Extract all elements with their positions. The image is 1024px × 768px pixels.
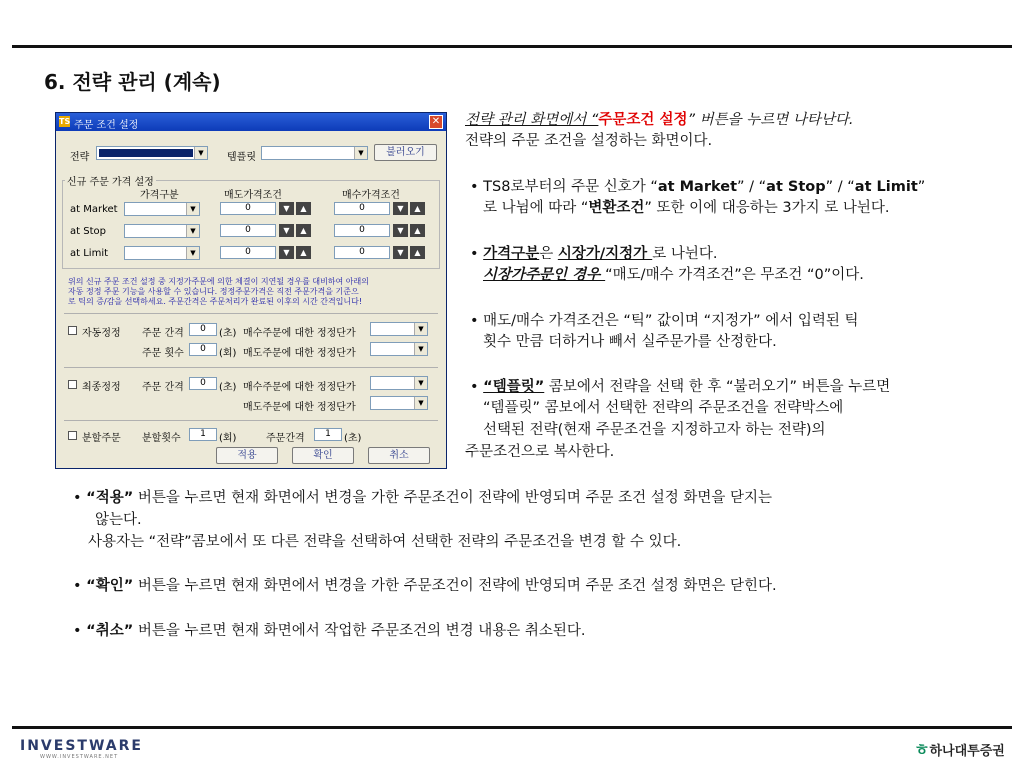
decrement-icon[interactable]: ▼	[279, 224, 294, 237]
at-stop-text: at Stop	[766, 179, 826, 195]
divider	[64, 313, 438, 314]
order-interval-input[interactable]: 0	[189, 323, 217, 336]
investware-logo: INVESTWARE	[20, 738, 143, 754]
bullet-text: •	[73, 623, 87, 639]
conversion-text: 변환조건	[588, 200, 645, 216]
final-correct-checkbox[interactable]	[68, 380, 77, 389]
bullet-template-line-4: 주문조건으로 복사한다.	[465, 444, 615, 460]
ok-desc	[73, 576, 777, 596]
divider	[64, 420, 438, 421]
order-condition-dialog	[55, 112, 447, 469]
bullet-text: ” / “	[825, 179, 855, 195]
order-count-input[interactable]: 0	[189, 343, 217, 356]
bullet-text: •	[470, 246, 484, 262]
bullet-text: ” / “	[737, 179, 767, 195]
increment-icon[interactable]: ▲	[410, 202, 425, 215]
final-sell-correct-combo[interactable]	[370, 396, 428, 410]
dialog-title: 주문 조건 설정	[74, 120, 139, 131]
apply-desc-line-3: 사용자는 “전략”콤보에서 또 다른 전략을 선택하여 선택한 전략의 주문조건을 변경 할 수 있다.	[88, 534, 682, 550]
price-type-text: 가격구분	[483, 246, 540, 262]
final-interval-input[interactable]: 0	[189, 377, 217, 390]
template-label: 템플릿	[227, 152, 256, 163]
apply-desc-line-2: 않는다.	[95, 512, 142, 528]
bullet-text: •	[73, 578, 87, 594]
investware-url: WWW.INVESTWARE.NET	[40, 754, 119, 760]
final-sell-correct-label: 매도주문에 대한 정정단가	[243, 402, 356, 413]
price-type-combo[interactable]	[124, 202, 200, 216]
ok-button[interactable]: 확인	[292, 447, 354, 464]
row-label-at-stop: at Stop	[70, 226, 106, 237]
count-unit: (회)	[219, 348, 237, 359]
hana-mark-icon: ㅎ	[914, 740, 930, 759]
chevron-down-icon[interactable]: ▼	[186, 203, 199, 215]
chevron-down-icon[interactable]: ▼	[186, 225, 199, 237]
split-count-input[interactable]: 1	[189, 428, 217, 441]
bullet-text: •	[73, 490, 87, 506]
col-buy-cond: 매수가격조건	[342, 190, 400, 201]
split-interval-label: 주문간격	[266, 433, 305, 444]
sell-correct-label: 매도주문에 대한 정정단가	[243, 348, 356, 359]
template-combo[interactable]	[261, 146, 368, 160]
cancel-term: “취소”	[86, 623, 134, 639]
bullet-text: 은	[539, 246, 558, 262]
auto-correct-label: 자동정정	[82, 328, 121, 339]
bullet-text: •	[470, 379, 484, 395]
price-type-combo[interactable]	[124, 224, 200, 238]
sell-correct-combo[interactable]	[370, 342, 428, 356]
bullet-tick-line-1: • 매도/매수 가격조건은 “틱” 값이며 “지정가” 에서 입력된 틱	[470, 313, 859, 329]
bullet-text: ” 또한 이에 대응하는 3가지 로 나뉜다.	[644, 200, 890, 216]
cancel-desc	[73, 621, 586, 641]
header-rule	[12, 45, 1012, 48]
order-count-label: 주문 횟수	[142, 348, 184, 359]
bullet-text: 버튼을 누르면 현재 화면에서 변경을 가한 주문조건이 전략에 반영되며 주문 조건 설정 화면은 닫힌다.	[133, 578, 777, 594]
page-title: 6. 전략 관리 (계속)	[44, 70, 221, 94]
bullet-text: 버튼을 누르면 현재 화면에서 작업한 주문조건의 변경 내용은 취소된다.	[133, 623, 586, 639]
decrement-icon[interactable]: ▼	[393, 246, 408, 259]
final-interval-unit: (초)	[219, 382, 237, 393]
final-buy-correct-label: 매수주문에 대한 정정단가	[243, 382, 356, 393]
strategy-label: 전략	[70, 152, 90, 163]
bullet-signal-line-2	[483, 198, 890, 218]
app-icon: TS	[59, 117, 71, 126]
dialog-titlebar	[56, 113, 446, 131]
split-count-label: 분할횟수	[142, 433, 181, 444]
strategy-combo[interactable]	[96, 146, 208, 160]
divider	[64, 367, 438, 368]
bullet-text: 로 나뉨에 따라 “	[483, 200, 589, 216]
info-note-line: 로 틱의 증/감을 선택하세요. 주문간격은 주문처리가 완료된 이후의 시간 간격입니다!	[68, 297, 363, 306]
new-order-group-legend: 신규 주문 가격 설정	[65, 173, 156, 188]
bullet-text: 로 나뉜다.	[652, 246, 718, 262]
buy-tick-input[interactable]: 0	[334, 246, 390, 259]
info-note	[68, 277, 440, 307]
increment-icon[interactable]: ▲	[410, 224, 425, 237]
order-interval-label: 주문 간격	[142, 328, 184, 339]
bullet-text: 버튼을 누르면 현재 화면에서 변경을 가한 주문조건이 전략에 반영되며 주문 조건 설정 화면을 닫지는	[133, 490, 773, 506]
sell-tick-input[interactable]: 0	[220, 224, 276, 237]
intro-line-2: 전략의 주문 조건을 설정하는 화면이다.	[465, 133, 713, 149]
apply-term: “적용”	[86, 490, 134, 506]
close-icon[interactable]: ✕	[429, 115, 443, 129]
buy-correct-label: 매수주문에 대한 정정단가	[243, 328, 356, 339]
intro-italic: 전략 관리 화면에서 “	[465, 112, 599, 128]
final-interval-label: 주문 간격	[142, 382, 184, 393]
bullet-price-line-2	[483, 265, 864, 285]
decrement-icon[interactable]: ▼	[393, 202, 408, 215]
hana-logo-text: 하나대투증권	[929, 744, 1005, 759]
increment-icon[interactable]: ▲	[296, 224, 311, 237]
apply-desc-line-1	[73, 488, 772, 508]
price-type-combo[interactable]	[124, 246, 200, 260]
increment-icon[interactable]: ▲	[296, 246, 311, 259]
chevron-down-icon[interactable]: ▼	[194, 147, 207, 159]
decrement-icon[interactable]: ▼	[393, 224, 408, 237]
split-order-label: 분할주문	[82, 433, 121, 444]
decrement-icon[interactable]: ▼	[279, 202, 294, 215]
hana-logo	[914, 737, 1005, 760]
chevron-down-icon[interactable]: ▼	[414, 343, 427, 355]
sell-tick-input[interactable]: 0	[220, 202, 276, 215]
at-market-text: at Market	[657, 179, 738, 195]
decrement-icon[interactable]: ▼	[279, 246, 294, 259]
col-sell-cond: 매도가격조건	[224, 190, 282, 201]
bullet-price-line-1	[470, 244, 717, 264]
buy-tick-input[interactable]: 0	[334, 202, 390, 215]
auto-correct-checkbox[interactable]	[68, 326, 77, 335]
buy-tick-input[interactable]: 0	[334, 224, 390, 237]
market-limit-text: 시장가/지정가	[557, 246, 653, 262]
split-interval-unit: (초)	[344, 433, 362, 444]
load-button[interactable]: 불러오기	[374, 144, 437, 161]
increment-icon[interactable]: ▲	[296, 202, 311, 215]
chevron-down-icon[interactable]: ▼	[186, 247, 199, 259]
bullet-text: ”	[917, 179, 926, 195]
template-text: “템플릿”	[483, 379, 545, 395]
intro-line-1	[465, 110, 854, 130]
row-label-at-market: at Market	[70, 204, 118, 215]
sell-tick-input[interactable]: 0	[220, 246, 276, 259]
bullet-text: 콤보에서 전략을 선택 한 후 “불러오기” 버튼을 누르면	[544, 379, 891, 395]
split-count-unit: (회)	[219, 433, 237, 444]
footer-rule	[12, 726, 1012, 729]
intro-highlight: 주문조건 설정	[598, 112, 688, 128]
final-correct-label: 최종정정	[82, 382, 121, 393]
increment-icon[interactable]: ▲	[410, 246, 425, 259]
interval-unit: (초)	[219, 328, 237, 339]
chevron-down-icon[interactable]: ▼	[354, 147, 367, 159]
buy-correct-combo[interactable]	[370, 322, 428, 336]
bullet-text: “매도/매수 가격조건”은 무조건 “0”이다.	[605, 267, 864, 283]
split-order-checkbox[interactable]	[68, 431, 77, 440]
bullet-template-line-1	[470, 377, 890, 397]
chevron-down-icon[interactable]: ▼	[414, 397, 427, 409]
at-limit-text: at Limit	[854, 179, 918, 195]
cancel-button[interactable]: 취소	[368, 447, 430, 464]
intro-tail: ” 버튼을 누르면 나타난다.	[687, 112, 854, 128]
final-buy-correct-combo[interactable]	[370, 376, 428, 390]
market-order-case: 시장가주문인 경우	[483, 267, 606, 283]
col-price-type: 가격구분	[140, 190, 179, 201]
bullet-signal-line-1	[470, 177, 925, 197]
apply-button[interactable]: 적용	[216, 447, 278, 464]
bullet-template-line-3: 선택된 전략(현재 주문조건을 지정하고자 하는 전략)의	[483, 422, 826, 438]
chevron-down-icon[interactable]: ▼	[414, 377, 427, 389]
info-note-line: 자동 정정 주문 기능을 사용할 수 있습니다. 정정주문가격은 직전 주문가격을 기준으	[68, 287, 359, 296]
bullet-text: • TS8로부터의 주문 신호가 “	[470, 179, 658, 195]
chevron-down-icon[interactable]: ▼	[414, 323, 427, 335]
info-note-line: 위의 신규 주문 조건 설정 중 지정가주문에 의한 체결이 지연될 경우를 대비하여 아래의	[68, 277, 369, 286]
strategy-combo-selection	[99, 149, 193, 157]
bullet-tick-line-2: 횟수 만큼 더하거나 빼서 실주문가를 산정한다.	[483, 334, 777, 350]
ok-term: “확인”	[86, 578, 134, 594]
split-interval-input[interactable]: 1	[314, 428, 342, 441]
row-label-at-limit: at Limit	[70, 248, 109, 259]
bullet-template-line-2: “템플릿” 콤보에서 선택한 전략의 주문조건을 전략박스에	[483, 400, 844, 416]
